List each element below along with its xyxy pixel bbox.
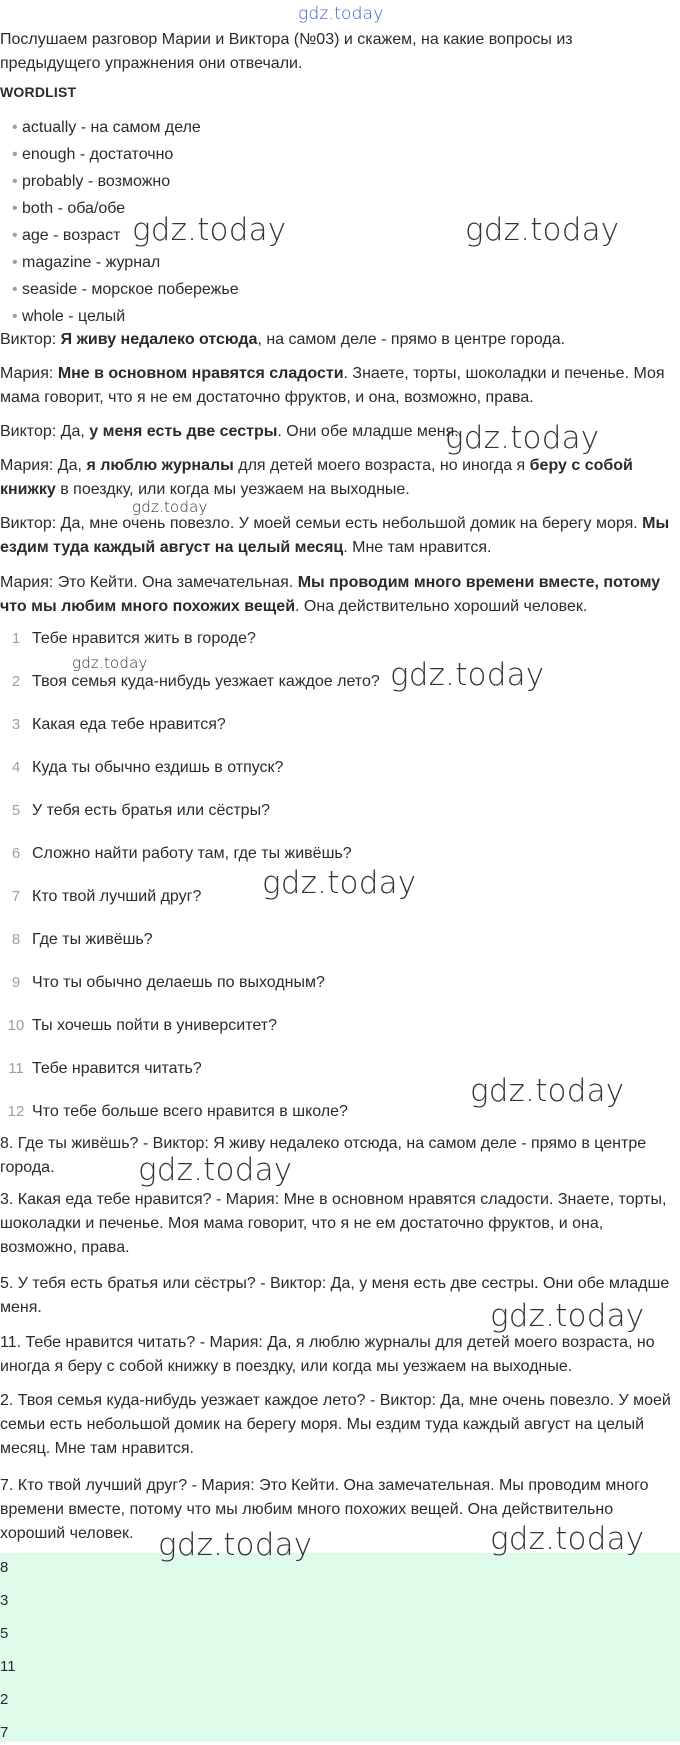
match-paragraph: 3. Какая еда тебе нравится? - Мария: Мне в основном нравятся сладости. Знаете, торты, шоколадки и печенье. Моя мама говорит, что я не ем достаточно фруктов, и она, возможно, права.	[0, 1191, 667, 1256]
question-item: 8 Где ты живёшь?	[11, 931, 153, 948]
watermark: gdz.today	[465, 212, 620, 248]
answer-item: 3	[0, 1592, 9, 1609]
bullet-icon: •	[12, 281, 18, 298]
watermark-top: gdz.today	[298, 4, 384, 24]
answer-item: 5	[0, 1625, 9, 1642]
intro-paragraph: Послушаем разговор Марии и Виктора (№03) и скажем, на какие вопросы из предыдущего упражнения они отвечали.	[0, 31, 573, 72]
question-item: 6 Сложно найти работу там, где ты живёшь?	[11, 845, 352, 862]
dialogue-line: Мария: Да, я люблю журналы для детей моего возраста, но иногда я беру с собой книжку в поездку, или когда мы уезжаем на выходные.	[0, 457, 633, 498]
match-paragraph: 11. Тебе нравится читать? - Мария: Да, я люблю журналы для детей моего возраста, но иногда я беру с собой книжку в поездку, или когда мы уезжаем на выходные.	[0, 1334, 655, 1375]
wordlist-item: • whole - целый	[12, 305, 125, 329]
intro-text	[0, 28, 675, 76]
watermark: gdz.today	[158, 1527, 313, 1563]
bullet-icon: •	[12, 146, 18, 163]
wordlist-item: • age - возраст	[12, 224, 120, 248]
question-item: 7 Кто твой лучший друг?	[11, 888, 202, 905]
watermark: gdz.today	[390, 657, 545, 693]
dialogue-line: Виктор: Да, мне очень повезло. У моей семьи есть небольшой домик на берегу моря. Мы ездим туда каждый август на целый месяц. Мне там нравится.	[0, 515, 670, 556]
wordlist-item: • both - оба/обе	[12, 197, 125, 221]
watermark: gdz.today	[262, 865, 417, 901]
dialogue-line: Виктор: Да, у меня есть две сестры. Они обе младше меня.	[0, 423, 459, 440]
answers-panel	[0, 1553, 680, 1742]
watermark: gdz.today	[72, 654, 148, 672]
answer-item: 11	[0, 1658, 16, 1675]
question-item: 10 Ты хочешь пойти в университет?	[7, 1017, 277, 1034]
wordlist-item: • enough - достаточно	[12, 143, 173, 167]
question-item: 11 Тебе нравится читать?	[8, 1060, 202, 1077]
wordlist-heading: WORDLIST	[0, 84, 77, 100]
question-item: 5 У тебя есть братья или сёстры?	[11, 802, 270, 819]
watermark: gdz.today	[132, 212, 287, 248]
match-paragraph: 8. Где ты живёшь? - Виктор: Я живу недалеко отсюда, на самом деле - прямо в центре города.	[0, 1135, 647, 1176]
question-item: 9 Что ты обычно делаешь по выходным?	[11, 974, 325, 991]
watermark: gdz.today	[490, 1521, 645, 1557]
dialogue-line: Мария: Мне в основном нравятся сладости. Знаете, торты, шоколадки и печенье. Моя мама говорит, что я не ем достаточно фруктов, и она, возможно, права.	[0, 365, 665, 406]
watermark: gdz.today	[132, 498, 208, 516]
wordlist-item: • seaside - морское побережье	[12, 278, 239, 302]
question-item: 3 Какая еда тебе нравится?	[11, 716, 226, 733]
question-item: 2 Твоя семья куда-нибудь уезжает каждое лето?	[11, 673, 380, 690]
wordlist-item: • actually - на самом деле	[12, 116, 201, 140]
bullet-icon: •	[12, 173, 18, 190]
question-item: 4 Куда ты обычно ездишь в отпуск?	[11, 759, 284, 776]
bullet-icon: •	[12, 254, 18, 271]
match-paragraph: 7. Кто твой лучший друг? - Мария: Это Кейти. Она замечательная. Мы проводим много времени вместе, потому что мы любим много похожих вещей. Она действительно хороший человек.	[0, 1477, 649, 1542]
bullet-icon: •	[12, 200, 18, 217]
watermark: gdz.today	[445, 420, 600, 456]
match-paragraph: 2. Твоя семья куда-нибудь уезжает каждое лето? - Виктор: Да, мне очень повезло. У моей семьи есть небольшой домик на берегу моря. Мы ездим туда каждый август на целый месяц. Мне там нравится.	[0, 1392, 671, 1457]
answer-item: 7	[0, 1724, 9, 1741]
dialogue-line: Виктор: Я живу недалеко отсюда, на самом деле - прямо в центре города.	[0, 331, 566, 348]
bullet-icon: •	[12, 227, 18, 244]
watermark: gdz.today	[470, 1073, 625, 1109]
answer-item: 8	[0, 1559, 9, 1576]
wordlist-item: • magazine - журнал	[12, 251, 160, 275]
answer-item: 2	[0, 1691, 9, 1708]
dialogue-line: Мария: Это Кейти. Она замечательная. Мы проводим много времени вместе, потому что мы любим много похожих вещей. Она действительно хороший человек.	[0, 574, 661, 615]
bullet-icon: •	[12, 308, 18, 325]
bullet-icon: •	[12, 119, 18, 136]
watermark: gdz.today	[490, 1298, 645, 1334]
match-paragraph: 5. У тебя есть братья или сёстры? - Виктор: Да, у меня есть две сестры. Они обе младше меня.	[0, 1275, 670, 1316]
question-item: 1 Тебе нравится жить в городе?	[11, 630, 256, 647]
wordlist-item: • probably - возможно	[12, 170, 170, 194]
question-item: 12 Что тебе больше всего нравится в школе?	[7, 1103, 348, 1120]
watermark: gdz.today	[138, 1152, 293, 1188]
